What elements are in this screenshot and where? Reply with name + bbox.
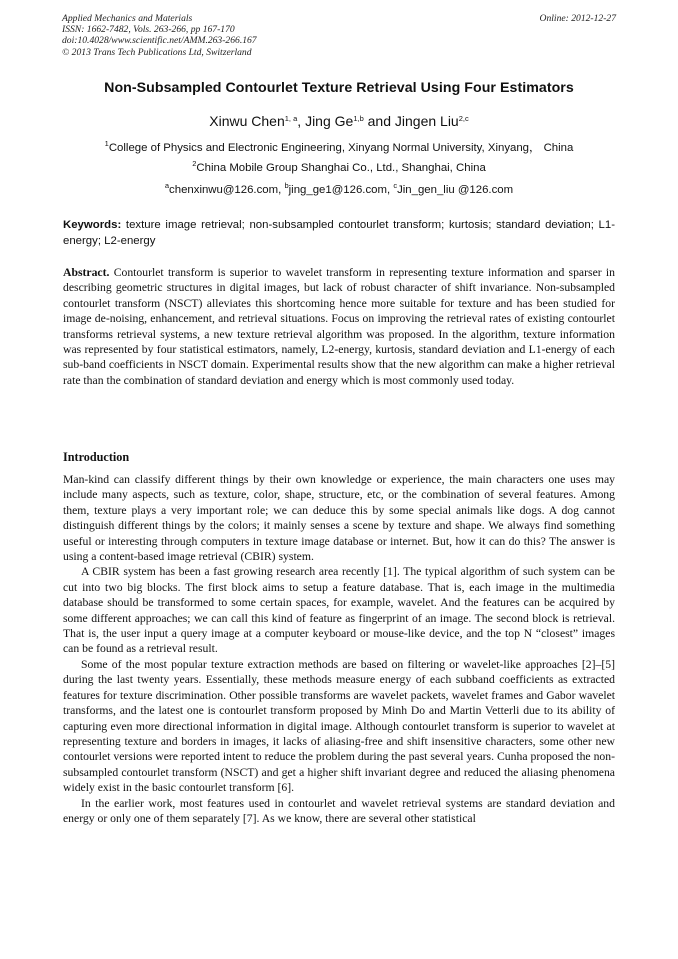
body-paragraph: Man-kind can classify different things by their own knowledge or experience, the main characters one uses may include many aspects, such as texture, color, shape, structure, etc, or the combination of several features. Among them, texture plays a very important role; we can deduce this by some special animals like dogs. A dog cannot distinguish different things by the colors; it mainly senses a scene by texture and shape. We always find something useful or interesting through computers in texture image database or internet. But, how it can do this? The answer is using a content-based image retrieval (CBIR) system.	[63, 473, 615, 564]
doi-line: doi:10.4028/www.scientific.net/AMM.263-266.167	[62, 35, 257, 47]
email-sup: a	[164, 181, 170, 190]
author-sup: 1, a	[284, 114, 298, 123]
journal-header	[62, 13, 616, 58]
keywords-section	[63, 218, 615, 249]
affiliation-2	[40, 159, 638, 174]
email-list	[40, 181, 638, 196]
email-address[interactable]: Jin_gen_liu @126.com	[397, 184, 514, 196]
author-separator: and	[363, 113, 395, 129]
paper-title: Non-Subsampled Contourlet Texture Retrieval Using Four Estimators	[104, 80, 574, 96]
body-paragraph: In the earlier work, most features used in contourlet and wavelet retrieval systems are standard deviation and energy or only one of them separately [7]. As we know, there are several other statistical	[63, 796, 615, 825]
abstract-text: Contourlet transform is superior to wavelet transform in representing texture information and sparser in describing geometric structures in digital images, but lack of robust character of shift invariance. Non-subsampled contourlet transform (NSCT) alleviates this shortcoming hence more suitable for texture and has been studied for image de-noising, enhancement, and retrieval situations. Focus on improving the retrieval rates of existing contourlet transforms retrieval systems, a new texture retrieval algorithm was proposed. In the algorithm, texture information was represented by four statistical estimators, namely, L2-energy, kurtosis, standard deviation and L1-energy of each sub-band coefficients in NSCT domain. Experimental results show that the new algorithm can make a higher retrieval rate than the combination of standard deviation and energy which is most commonly used today.	[63, 266, 615, 387]
body-paragraph: A CBIR system has been a fast growing research area recently [1]. The typical algorithm of such system can be cut into two big blocks. The first block aims to setup a feature database. That is, each image in the multimedia database should be transformed to some certain spaces, for example, wavelet. And the features can be acquired by some different approaches; we can call this kind of feature as fingerprint of an image. The second block is retrieval. That is, the user input a query image at a computer keyboard or mouse-like device, and the top N “closest” images can be found as a retrieval result.	[63, 565, 615, 656]
keywords-text: texture image retrieval; non-subsampled contourlet transform; kurtosis; standard deviation; L1-energy; L2-energy	[63, 219, 615, 247]
email-address[interactable]: jing_ge1@126.com	[288, 184, 387, 196]
online-date: Online: 2012-12-27	[539, 13, 616, 24]
abstract-label: Abstract.	[63, 266, 110, 279]
affiliation-text: College of Physics and Electronic Engineering, Xinyang Normal University, Xinyang， China	[108, 142, 574, 154]
journal-name: Applied Mechanics and Materials	[62, 13, 193, 24]
introduction-body	[63, 472, 615, 826]
copyright-line: © 2013 Trans Tech Publications Ltd, Switzerland	[62, 46, 252, 58]
body-paragraph: Some of the most popular texture extraction methods are based on filtering or wavelet-like approaches [2]–[5] during the last twenty years. Essentially, these methods measure energy of each subband coefficients as extracted features for texture discrimination. Other possible transforms are wavelet packets, wavelet frames and Gabor wavelet transforms, and the latest one is contourlet transform proposed by Minh Do and Martin Vetterli due to its ability of capturing even more directional information in digital image. Although contourlet transform is superior to wavelet at representing texture and borders in images, it lacks of aliasing-free and shift insensitive characters, some other new contourlet versions were reported intent to reduce the problem during the past several years. Cunha proposed the non-subsampled contourlet transform (NSCT) and get a higher shift invariant degree and reduced the aliasing phenomena widely exist in the basic contourlet transform [6].	[63, 657, 615, 795]
affiliation-text: China Mobile Group Shanghai Co., Ltd., Shanghai, China	[196, 162, 486, 174]
author-sup: 1,b	[353, 114, 364, 123]
introduction-heading: Introduction	[63, 450, 130, 464]
email-address[interactable]: chenxinwu@126.com	[169, 184, 279, 196]
affiliation-1	[40, 139, 638, 155]
abstract-section	[63, 265, 615, 388]
author-name: Jing Ge	[305, 113, 354, 129]
keywords-label: Keywords:	[63, 219, 122, 231]
author-separator: ,	[297, 113, 306, 129]
affiliation-sup: 1	[104, 139, 109, 148]
author-list	[40, 113, 638, 129]
email-sup: c	[393, 181, 398, 190]
email-separator: ,	[278, 184, 285, 196]
author-name: Jingen Liu	[394, 113, 459, 129]
affiliation-sup: 2	[192, 159, 197, 168]
author-sup: 2,c	[458, 114, 469, 123]
author-name: Xinwu Chen	[209, 113, 285, 129]
email-separator: ,	[386, 184, 394, 196]
issn-line: ISSN: 1662-7482, Vols. 263-266, pp 167-170	[62, 24, 235, 36]
email-sup: b	[284, 181, 289, 190]
